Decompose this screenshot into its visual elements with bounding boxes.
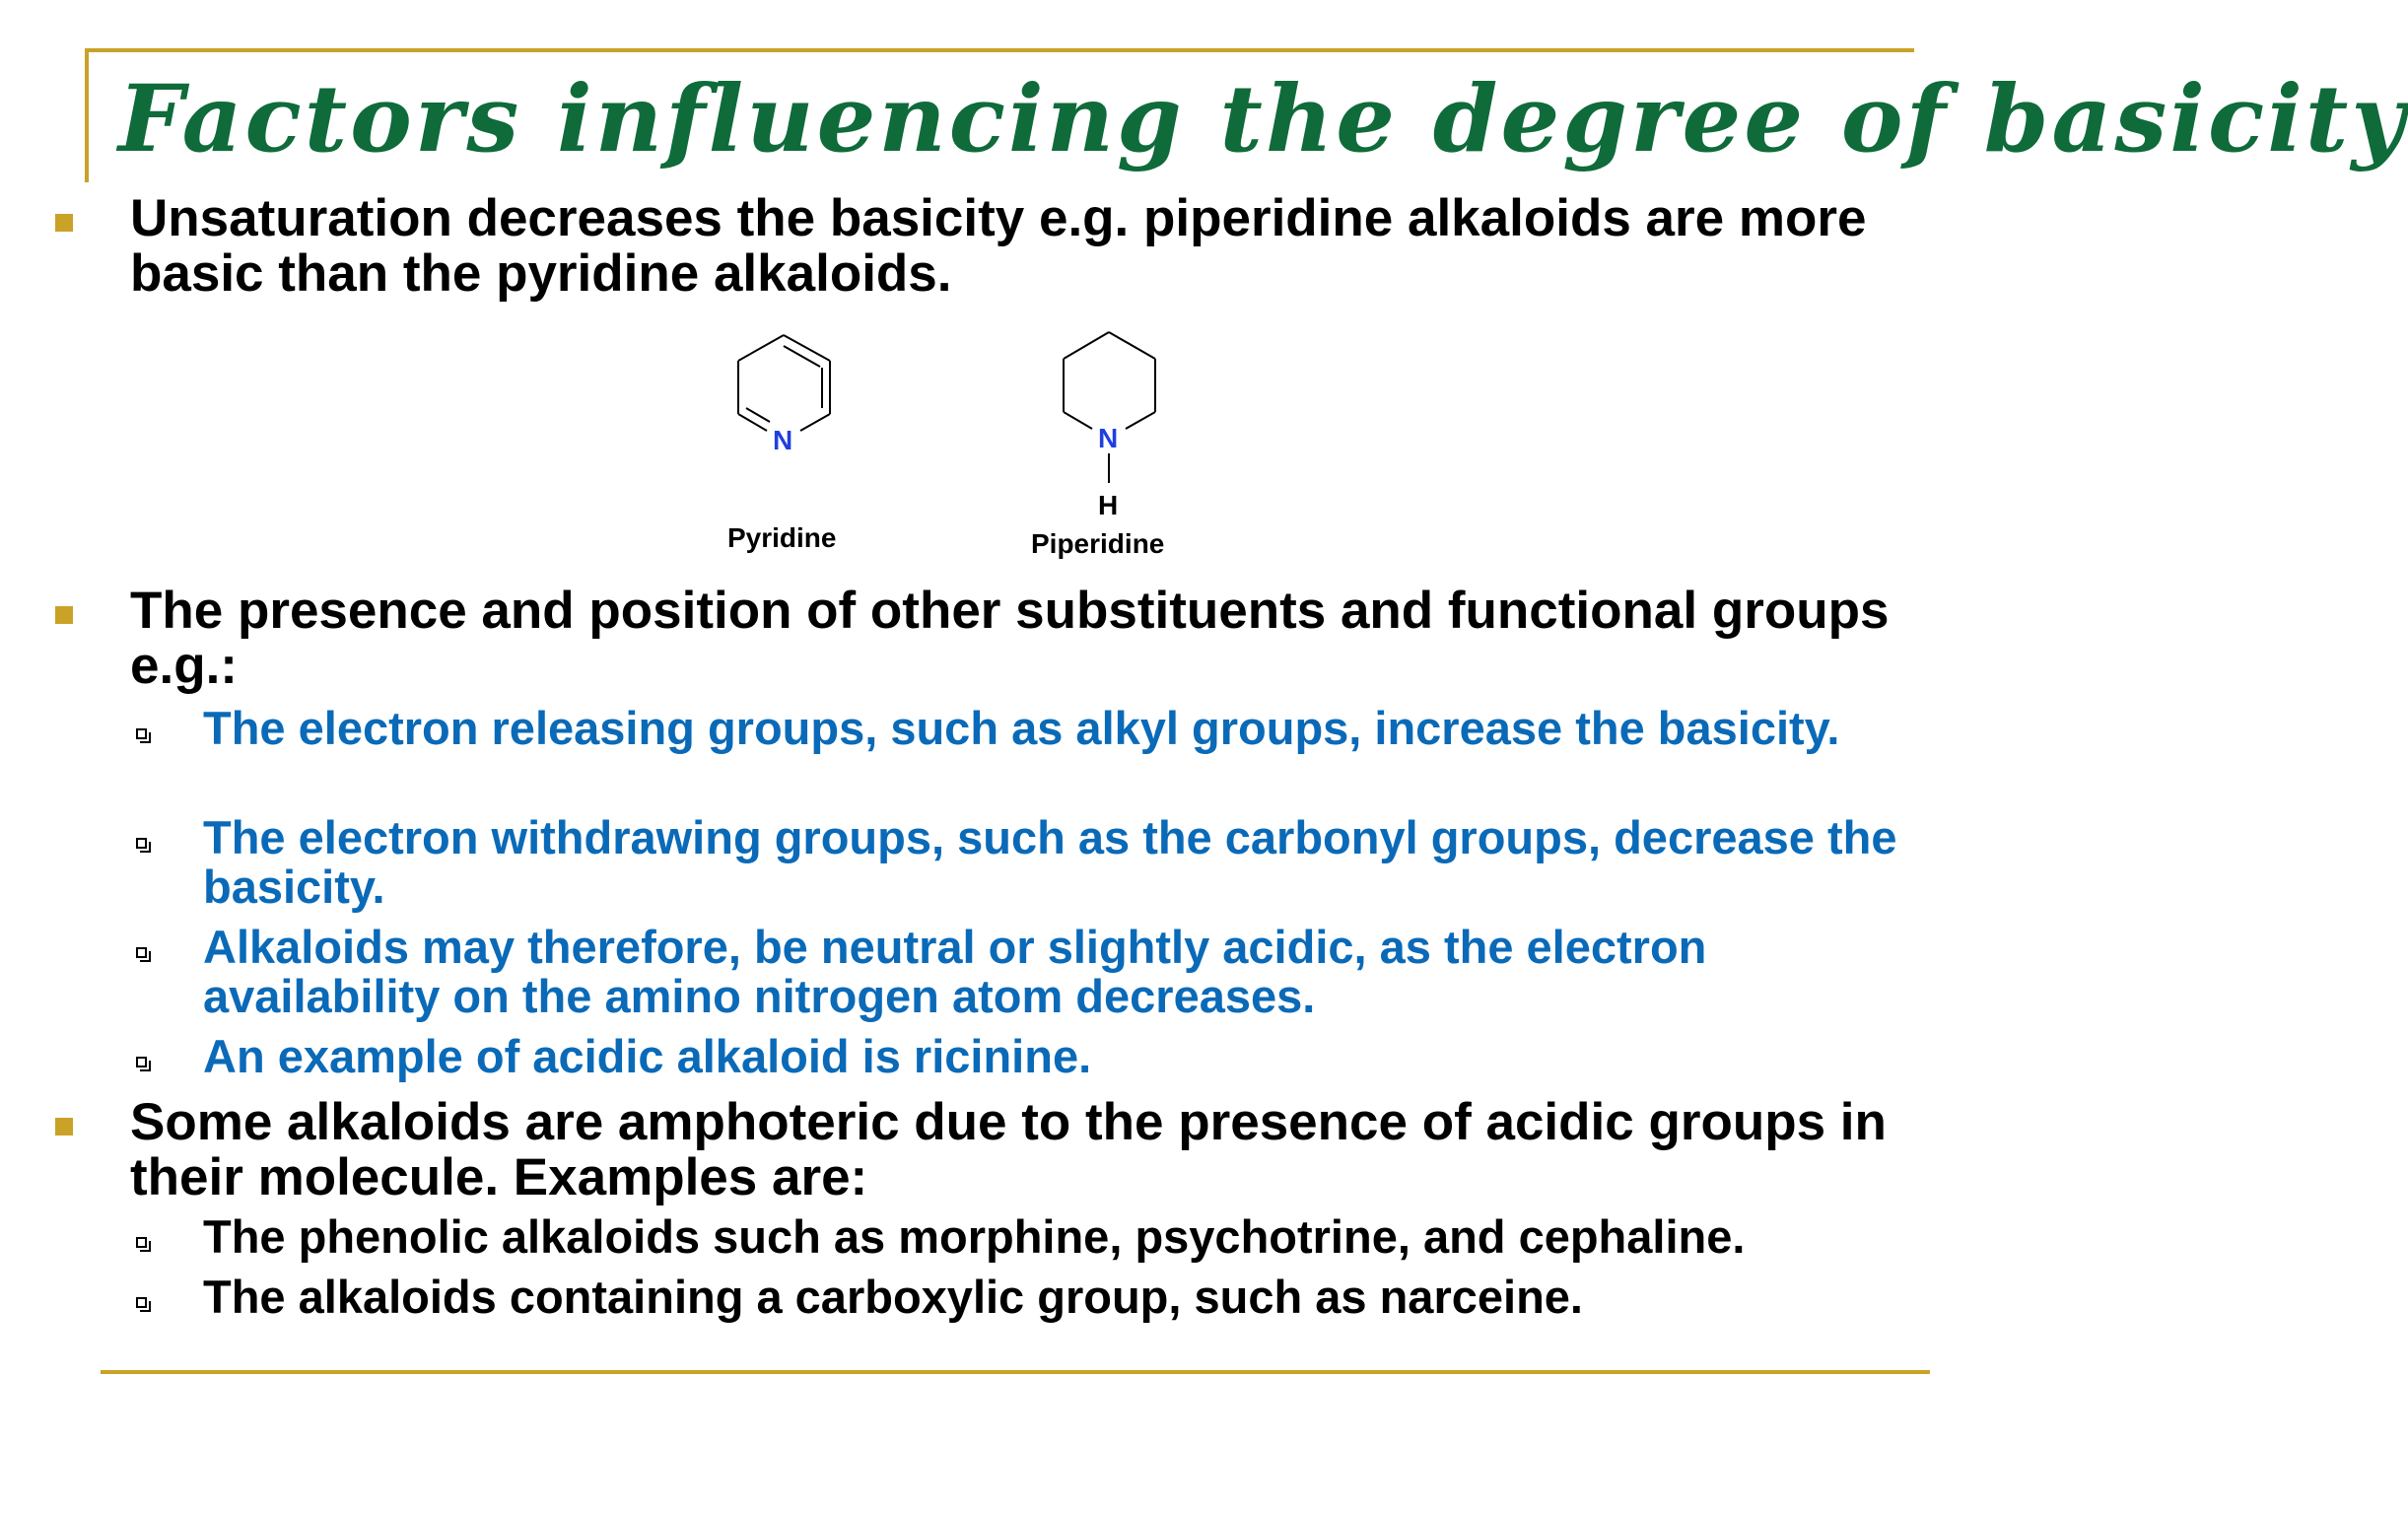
piperidine-nitrogen-label: N: [1098, 423, 1119, 453]
bullet-square-icon: [55, 606, 73, 624]
bullet-substituents: The presence and position of other substituents and functional groups e.g.:: [130, 582, 1890, 695]
slide-title: Factors influencing the degree of basicity: [118, 65, 2408, 173]
subpoint-electron-releasing: The electron releasing groups, such as alkyl groups, increase the basicity.: [203, 702, 1840, 754]
pyridine-structure: [738, 335, 830, 431]
bullet-unsaturation: Unsaturation decreases the basicity e.g. piperidine alkaloids are more basic than the pyridine alkaloids.: [130, 189, 1867, 303]
bullet-amphoteric: Some alkaloids are amphoteric due to the presence of acidic groups in their molecule. Examples are:: [130, 1093, 1887, 1206]
piperidine-label: Piperidine: [1031, 528, 1165, 559]
piperidine-hydrogen-label: H: [1098, 490, 1119, 520]
checkbox-bullet-icon: [136, 1297, 147, 1308]
bullet-square-icon: [55, 1118, 73, 1136]
checkbox-bullet-icon: [136, 947, 147, 958]
subpoint-electron-withdrawing: The electron withdrawing groups, such as the carbonyl groups, decrease the basicity.: [203, 811, 1897, 913]
pyridine-label: Pyridine: [727, 522, 837, 553]
footer-rule: [101, 1370, 1930, 1374]
checkbox-bullet-icon: [136, 1237, 147, 1248]
piperidine-structure: [1064, 332, 1155, 483]
checkbox-bullet-icon: [136, 1057, 147, 1067]
subpoint-phenolic: The phenolic alkaloids such as morphine, psychotrine, and cephaline.: [203, 1210, 1746, 1263]
subpoint-ricinine: An example of acidic alkaloid is ricinine.: [203, 1030, 1092, 1082]
pyridine-nitrogen-label: N: [773, 425, 793, 455]
subpoint-neutral-acidic: Alkaloids may therefore, be neutral or slightly acidic, as the electron availability on the amino nitrogen atom decreases.: [203, 921, 1707, 1022]
checkbox-bullet-icon: [136, 728, 147, 739]
checkbox-bullet-icon: [136, 838, 147, 849]
subpoint-carboxylic: The alkaloids containing a carboxylic group, such as narceine.: [203, 1271, 1583, 1323]
